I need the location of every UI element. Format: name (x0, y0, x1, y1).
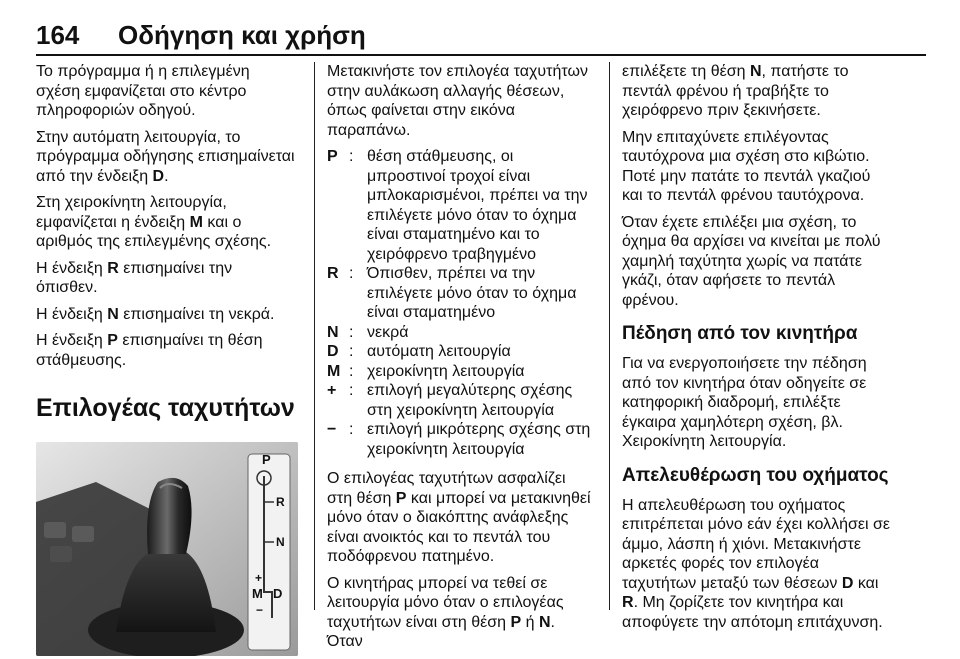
paragraph (36, 128, 298, 187)
gear-label-d: D (273, 586, 283, 601)
indicator-n: N (749, 63, 762, 80)
list-colon: : (349, 421, 354, 438)
page-number: 164 (36, 20, 80, 50)
list-colon: : (349, 382, 354, 399)
paragraph: Μετακινήστε τον επιλογέα ταχυτήτων στην αυλάκωση αλλαγής θέσεων, όπως φαίνεται στην εικόνα παραπάνω. (327, 63, 588, 139)
text: Η ένδειξη (36, 259, 108, 277)
indicator-r: R (622, 594, 634, 611)
list-key: − (327, 421, 337, 438)
indicator-d: D (841, 574, 854, 592)
column-divider-2 (609, 62, 610, 610)
list-item (327, 420, 595, 459)
gear-label-r: R (276, 495, 285, 509)
subsection-heading: Απελευθέρωση του οχήματος (622, 464, 889, 486)
list-desc: επιλογή μικρότερης σχέσης στη χειροκίνητη λειτουργία (367, 421, 591, 458)
list-desc: επιλογή μεγαλύτερης σχέσης στη χειροκίνητη λειτουργία (367, 382, 573, 419)
text: ή (521, 613, 539, 631)
header-rule (36, 54, 926, 56)
gear-selector-illustration (36, 442, 298, 656)
paragraph (622, 62, 892, 121)
column-1 (36, 62, 298, 656)
gear-label-plus: + (255, 571, 263, 585)
page-header (36, 14, 926, 54)
indicator-r: R (107, 259, 119, 277)
list-colon: : (349, 148, 354, 165)
column-divider-1 (314, 62, 315, 610)
text: επισημαίνει τη νεκρά. (118, 305, 275, 323)
list-item (327, 362, 595, 382)
gear-label-m: M (252, 586, 263, 601)
text: Ο κινητήρας μπορεί να τεθεί σε λειτουργία μόνο όταν ο επιλογέας ταχυτήτων είναι στη θέση (327, 574, 564, 631)
text: Στη χειροκίνητη λειτουργία, εμφανίζεται η ένδειξη (36, 194, 227, 231)
list-key: + (327, 382, 337, 399)
indicator-n: N (107, 305, 119, 323)
text: και μπορεί να μετακινηθεί μόνο όταν ο διακόπτης ανάφλεξης είναι ανοικτός και το πεντάλ του ποδόφρενου πατημένο. (327, 489, 591, 565)
list-desc: αυτόματη λειτουργία (367, 343, 511, 360)
text: . Μη ζορίζετε τον κινητήρα και αποφύγετε την απότομη επιτάχυνση. (622, 594, 883, 631)
indicator-p: P (510, 613, 522, 631)
list-key: P (327, 148, 338, 165)
paragraph: Για να ενεργοποιήσετε την πέδηση από τον κινητήρα όταν οδηγείτε σε κατηφορική διαδρομή, επιλέξτε έγκαιρα χαμηλότερη σχέση, βλ. Χειροκίνητη λειτουργία. (622, 355, 867, 450)
text: Ο επιλογέας ταχυτήτων ασφαλίζει στη θέση (327, 470, 566, 507)
list-colon: : (349, 362, 354, 380)
indicator-p: P (395, 489, 407, 507)
column-2 (327, 62, 595, 659)
paragraph (36, 259, 298, 298)
text: επιλέξετε τη θέση (622, 63, 750, 80)
gear-label-p: P (262, 452, 271, 467)
text: , πατήστε το πεντάλ φρένου ή τραβήξτε το χειρόφρενο πριν ξεκινήσετε. (622, 63, 849, 119)
gear-selector-image (36, 442, 298, 656)
list-desc: χειροκίνητη λειτουργία (367, 362, 525, 380)
chapter-title: Οδήγηση και χρήση (118, 20, 366, 50)
list-key: N (327, 323, 339, 341)
text: επισημαίνει την όπισθεν. (36, 259, 233, 296)
section-heading: Επιλογέας ταχυτήτων (36, 394, 295, 422)
gear-label-n: N (276, 535, 285, 549)
list-item (327, 147, 595, 264)
indicator-m: M (189, 213, 203, 231)
paragraph (36, 193, 298, 252)
text: . (164, 167, 169, 185)
text: Η ένδειξη (36, 332, 108, 349)
paragraph: Μην επιταχύνετε επιλέγοντας ταυτόχρονα μια σχέση στο κιβώτιο. Ποτέ μην πατάτε το πεντάλ γκαζιού και το πεντάλ φρένου ταυτόχρονα. (622, 128, 871, 204)
paragraph (327, 574, 595, 652)
indicator-p: P (107, 332, 118, 349)
gear-label-minus: − (256, 603, 264, 617)
paragraph (36, 305, 298, 325)
paragraph (327, 469, 595, 567)
list-colon: : (349, 323, 354, 341)
text: . Όταν (327, 613, 555, 650)
list-key: D (327, 343, 339, 360)
text: Η ένδειξη (36, 305, 108, 323)
list-key: M (327, 362, 341, 380)
text: Η απελευθέρωση του οχήματος επιτρέπεται μόνο εάν έχει κολλήσει σε άμμο, λάσπη ή χιόνι. Μετακινήστε αρκετές φορές τον επιλογέα ταχυτήτων μεταξύ των θέσεων (622, 496, 891, 592)
list-key: R (327, 265, 339, 282)
list-item (327, 264, 595, 323)
paragraph: Το πρόγραμμα ή η επιλεγμένη σχέση εμφανίζεται στο κέντρο πληροφοριών οδηγού. (36, 63, 250, 119)
text: και ο αριθμός της επιλεγμένης σχέσης. (36, 213, 272, 250)
list-desc: νεκρά (367, 323, 409, 341)
indicator-d: D (152, 167, 165, 185)
column-3 (622, 62, 892, 639)
subsection-heading: Πέδηση από τον κινητήρα (622, 323, 858, 344)
list-desc: θέση στάθμευσης, οι μπροστινοί τροχοί είναι μπλοκαρισμένοι, πρέπει να την επιλέγετε μόνο όταν το όχημα είναι σταματημένο και το χειρόφρενο τραβηγμένο (367, 148, 588, 263)
gear-position-list (327, 147, 595, 459)
paragraph (36, 331, 298, 370)
paragraph: Όταν έχετε επιλέξει μια σχέση, το όχημα θα αρχίσει να κινείται με πολύ χαμηλή ταχύτητα χωρίς να πατάτε γκάζι, όταν αφήσετε το πεντάλ φρένου. (622, 213, 881, 309)
list-colon: : (349, 343, 354, 360)
indicator-n: N (538, 613, 551, 631)
list-item (327, 381, 595, 420)
text: επισημαίνει τη θέση στάθμευσης. (36, 332, 263, 369)
text: Στην αυτόματη λειτουργία, το πρόγραμμα οδήγησης επισημαίνεται από την ένδειξη (36, 128, 295, 185)
paragraph (622, 496, 892, 633)
text: και (853, 574, 879, 592)
list-colon: : (349, 265, 354, 282)
list-item (327, 342, 595, 362)
list-item (327, 323, 595, 343)
list-desc: Όπισθεν, πρέπει να την επιλέγετε μόνο όταν το όχημα είναι σταματημένο (367, 265, 577, 321)
